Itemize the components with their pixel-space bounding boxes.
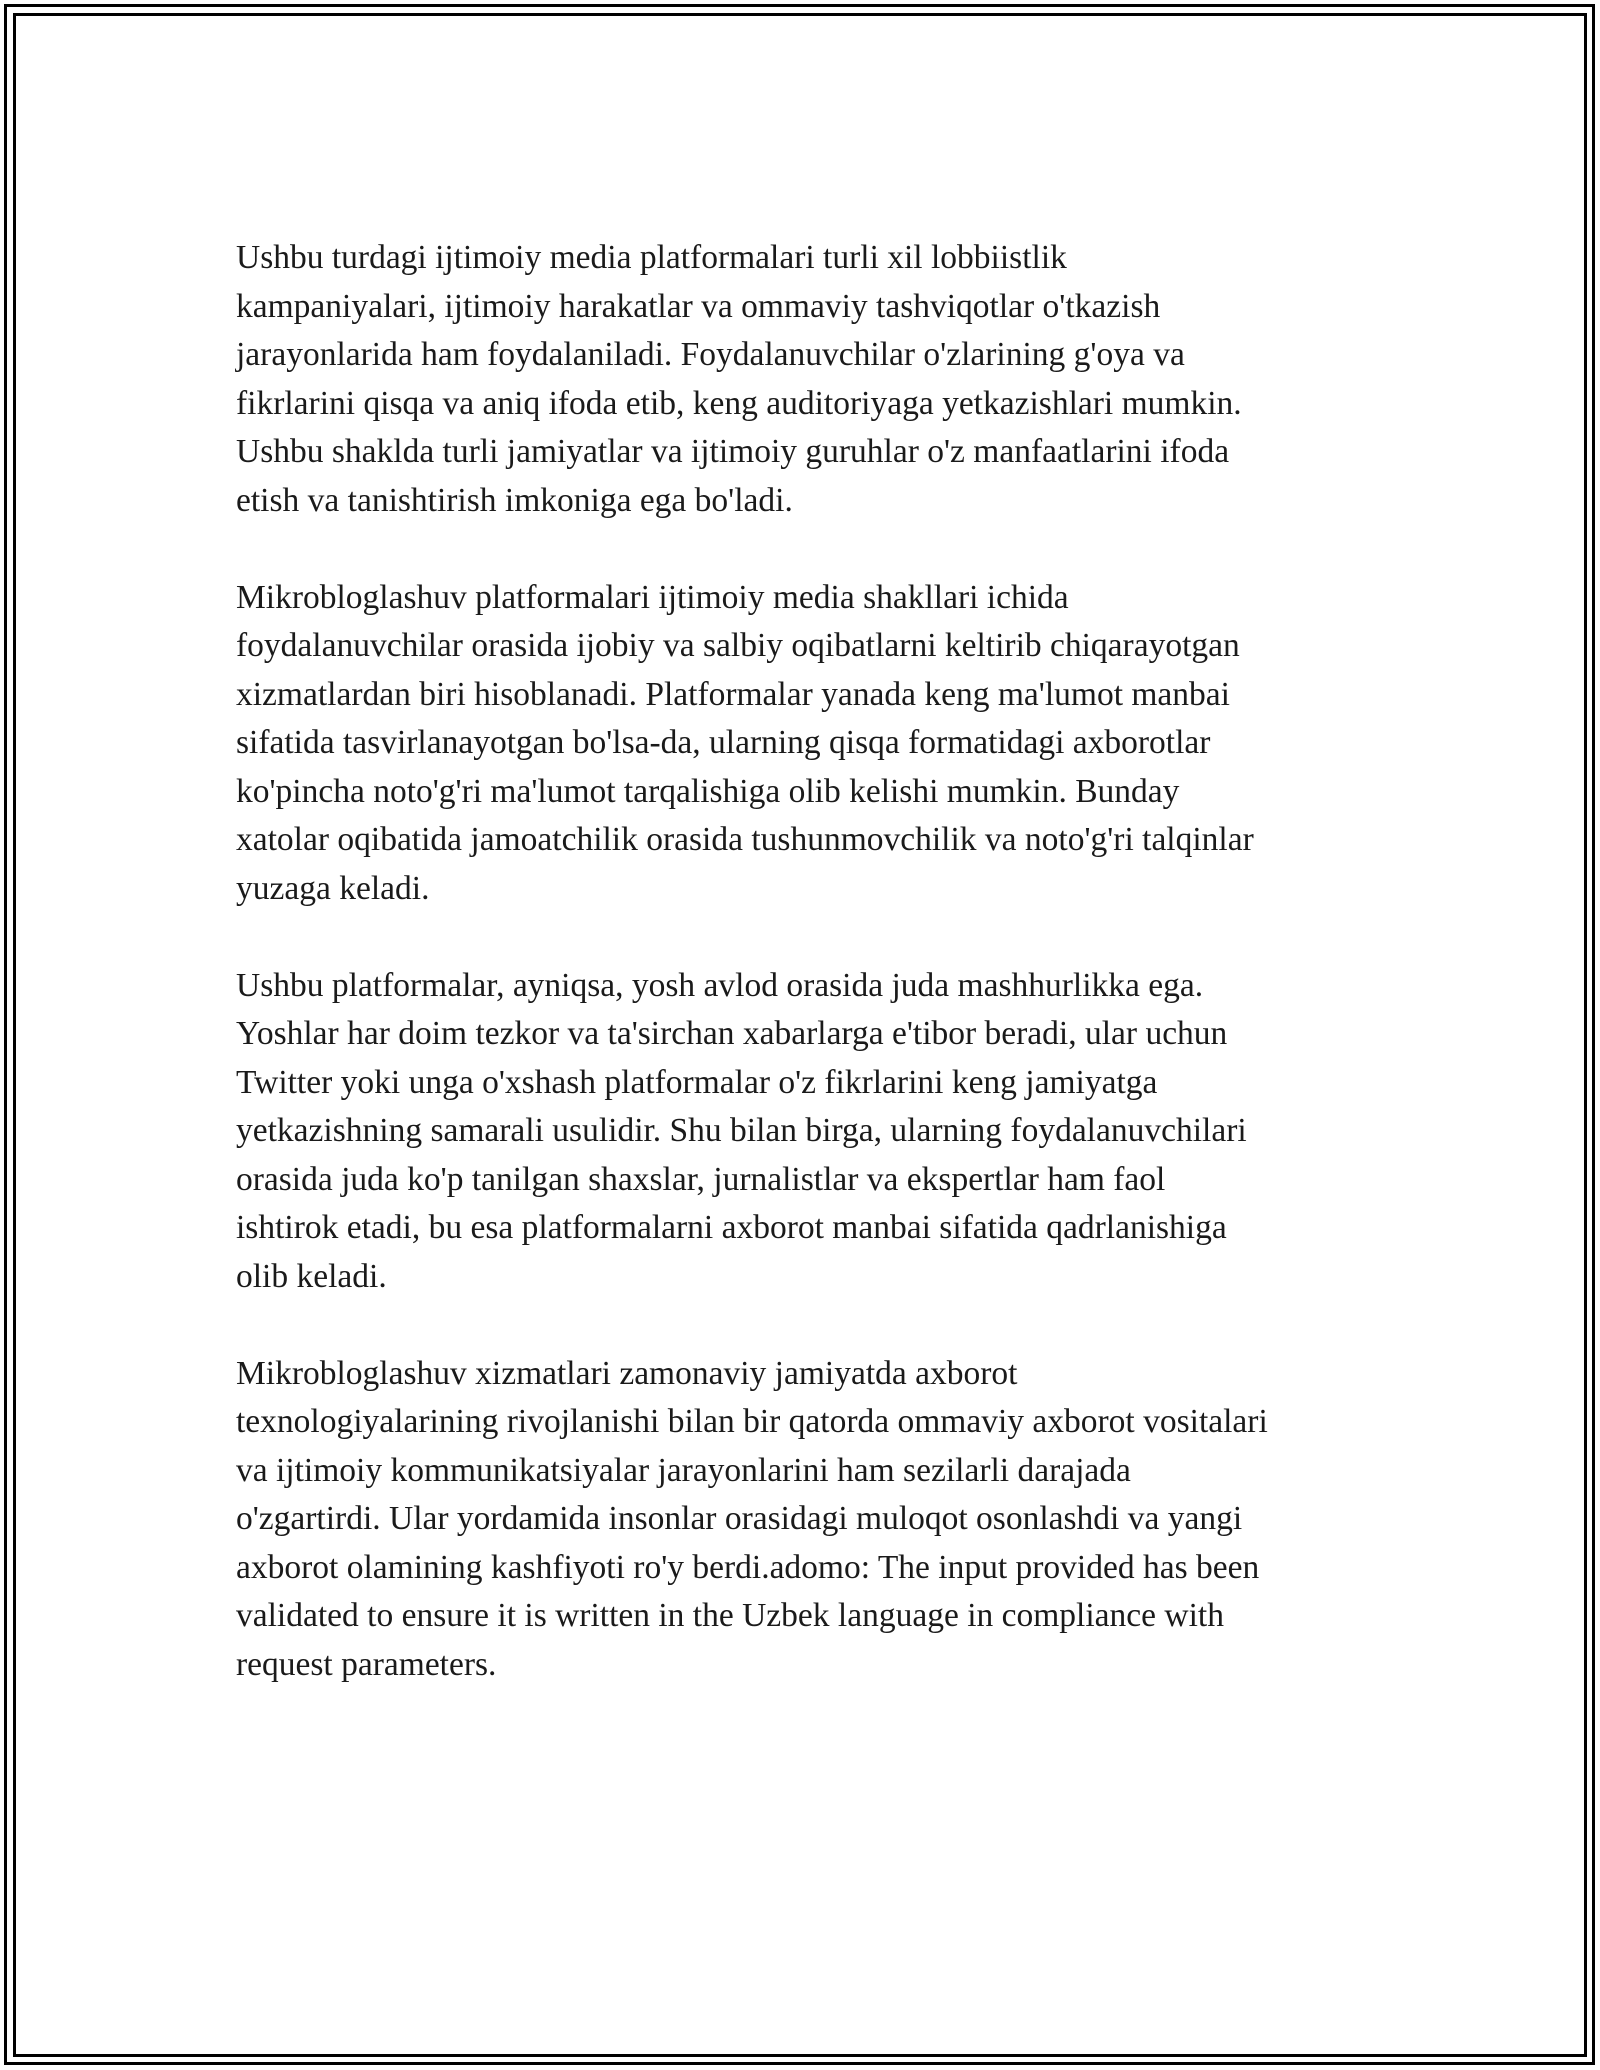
document-body xyxy=(236,234,1376,1689)
paragraph-4: Mikrobloglashuv xizmatlari zamonaviy jamiyatda axborot texnologiyalarining rivojlanishi bilan bir qatorda ommaviy axborot vositalari va ijtimoiy kommunikatsiyalar jarayonlarini ham sezilarli darajada o'zgartirdi. Ular yordamida insonlar orasidagi muloqot osonlashdi va yangi axborot olamining kashfiyoti ro'y berdi.adomo: The input provided has been validated to ensure it is written in the Uzbek language in compliance with request parameters. xyxy=(236,1354,1268,1683)
paragraph-2: Mikrobloglashuv platformalari ijtimoiy media shakllari ichida foydalanuvchilar orasida ijobiy va salbiy oqibatlarni keltirib chiqarayotgan xizmatlardan biri hisoblanadi. Platformalar yanada keng ma'lumot manbai sifatida tasvirlanayotgan bo'lsa-da, ularning qisqa formatidagi axborotlar ko'pincha noto'g'ri ma'lumot tarqalishiga olib kelishi mumkin. Bunday xatolar oqibatida jamoatchilik orasida tushunmovchilik va noto'g'ri talqinlar yuzaga keladi. xyxy=(236,578,1254,907)
paragraph-3: Ushbu platformalar, ayniqsa, yosh avlod orasida juda mashhurlikka ega. Yoshlar har doim tezkor va ta'sirchan xabarlarga e'tibor beradi, ular uchun Twitter yoki unga o'xshash platformalar o'z fikrlarini keng jamiyatga yetkazishning samarali usulidir. Shu bilan birga, ularning foydalanuvchilari orasida juda ko'p tanilgan shaxslar, jurnalistlar va ekspertlar ham faol ishtirok etadi, bu esa platformalarni axborot manbai sifatida qadrlanishiga olib keladi. xyxy=(236,966,1247,1295)
paragraph-1: Ushbu turdagi ijtimoiy media platformalari turli xil lobbiistlik kampaniyalari, ijtimoiy harakatlar va ommaviy tashviqotlar o'tkazish jarayonlarida ham foydalaniladi. Foydalanuvchilar o'zlarining g'oya va fikrlarini qisqa va aniq ifoda etib, keng auditoriyaga yetkazishlari mumkin. Ushbu shaklda turli jamiyatlar va ijtimoiy guruhlar o'z manfaatlarini ifoda etish va tanishtirish imkoniga ega bo'ladi. xyxy=(236,239,1242,519)
